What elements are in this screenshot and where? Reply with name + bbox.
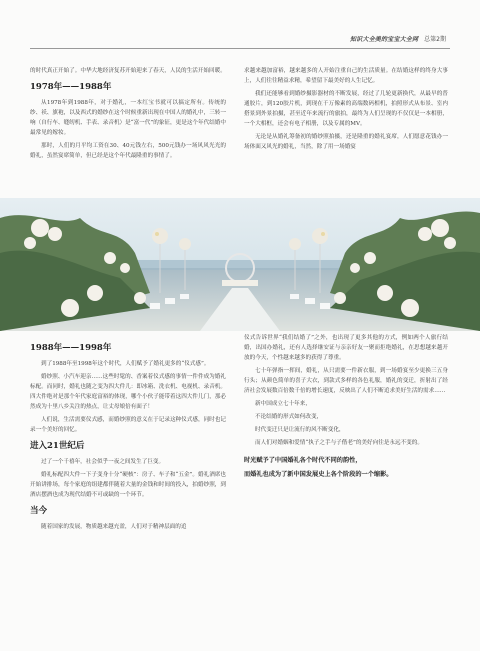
wedding-venue-illustration — [0, 198, 480, 331]
column-top-left — [30, 66, 226, 164]
paragraph: 我们还能够看到婚纱摄影器材的不断发展，经过了几轮更新换代，从最早的普通胶片，到120胶片机，到现在千万像素的高端数码相机，拍照形式从布景、室内搭景到外景拍摄，甚至近年来流行的旅拍，最终为人们呈现的不仅仅是一本相册，一个大相框，还会有电子相册，以及专属的MV。 — [244, 91, 448, 127]
paragraph: 求越来越加富裕，越来越多的人开始注重自己的生活质量。在结婚这样的终身大事上，人们往往精益求精，希望留下最美好的人生记忆。 — [244, 68, 448, 84]
paragraph: 的时代真正开始了。中华大地经济复苏开始迎来了春天，人民的生活开始回暖。 — [30, 68, 226, 74]
paragraph: 仪式告诉世界“我们结婚了”之外，也出现了更多其他的方式，例如两个人旅行结婚，出国办婚礼，还有人选择继安证与亲亲好友一聚而拒绝婚礼，在思想越来越开放的今天，个性越来越多的获得了尊重。 — [244, 335, 448, 361]
section-heading: 1978年——1988年 — [30, 82, 112, 92]
paragraph: 婚纱照、小汽车迎亲……这些时髦的、香案着仪式感的事情一件件成为婚礼标配。而同时，婚礼也随之变为四大件儿：即冰箱、洗衣机、电视机、录音机。四大件绝对是那个年代家庭富裕的体现，哪个小伙子能带着这四大件儿门，那必然成为十里八乡关注的热点，让丈母娘倍有面子！ — [30, 374, 226, 410]
section-heading: 当今 — [30, 506, 48, 516]
paragraph: 过了一个千禧年，社会似乎一夜之间发生了巨变。 — [41, 459, 165, 465]
closing-highlight-line: 而婚礼也成为了新中国发展史上各个阶段的一个缩影。 — [244, 471, 393, 478]
wedding-venue-photo — [0, 198, 480, 331]
column-top-right — [244, 66, 448, 155]
paragraph: 时代变迁只是让流行的风不断变化， — [255, 427, 345, 433]
closing-highlight-line: 时光赋予了中国婚礼各个时代不同的韵性， — [244, 457, 362, 464]
section-heading: 进入21世纪后 — [30, 441, 85, 451]
paragraph: 不论结婚的形式如何改变， — [255, 414, 323, 420]
header-divider — [30, 48, 450, 49]
paragraph: 随着国家的发展，物质越来越充盈，人们对于精神层面的追 — [41, 524, 187, 530]
paragraph: 婚礼标配四大件一下子变身十分“硬核”：房子、车子和“五金”。婚礼酒席也开始讲排场，每个家庭的组建都伴随着大量的金钱和时间的投入，拍婚纱照，到酒店摆酒也成为现代结婚不可或缺的一个环节。 — [30, 472, 226, 498]
paragraph: 新中国成立七十年来， — [255, 401, 311, 407]
paragraph: 那时，人们的月平均工资在30、40元钱左右，500元钱办一场风风光光的婚礼，虽然宴席简单，但已经是这个年代最隆重的事情了。 — [30, 143, 226, 159]
section-heading: 1988年——1998年 — [30, 343, 112, 353]
paragraph: 七十年弹指一挥间，婚礼，从只需要一件新衣服，到一场婚宴至少更换三五身行头；从颜色简单的喜子大衣，到款式多样的各色礼服，婚礼的变迁，折射出了经济社会发展数百倍数千倍的增长速度，反映出了人们不断追求美好生活的需求…… — [244, 368, 448, 394]
header-brand: 知识大全美的宝宝大全网 — [349, 36, 419, 43]
paragraph: 从1978年到1988年，对于婚礼，一本红宝书就可以搞定所有。传统的纱、袄、旗袍，以及西式的婚纱在这个时候重新出现在中国人的婚礼中，三转一响（自行车、缝纫机、手表、录音机）是“富一代”的象征，更是这个年代结婚中最常见的嫁妆。 — [30, 100, 226, 136]
paragraph: 人们说，生活需要仪式感，而婚纱照的意义在于记录这种仪式感，同时也记录一个美好的回忆。 — [30, 417, 226, 433]
header-issue: 总第2期 — [424, 36, 446, 43]
page-header — [350, 34, 446, 43]
paragraph: 无论是从婚礼筹备初的婚纱照拍摄，还是隆重的婚礼宴席，人们愿意花钱办一场体面又风光的婚礼，当然，除了用一场婚宴 — [244, 134, 448, 150]
column-bottom-right — [244, 333, 448, 483]
paragraph: 到了1988年至1998年这个时代，人们赋予了婚礼更多的“仪式感”。 — [41, 361, 210, 367]
column-bottom-left — [30, 337, 226, 535]
paragraph: 而人们对婚姻和爱情“执子之手与子偕老”的美好向往是永远不变的。 — [255, 440, 423, 446]
